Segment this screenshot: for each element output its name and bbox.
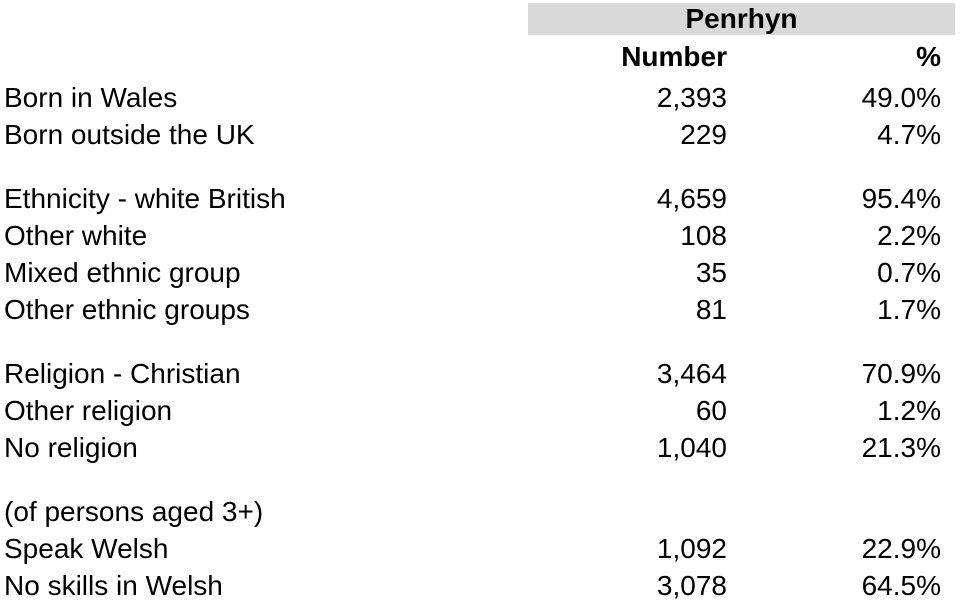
- row-label: Other religion: [4, 394, 173, 426]
- row-label: Other ethnic groups: [4, 293, 250, 325]
- row-label: No skills in Welsh: [4, 569, 223, 601]
- row-number: 1,040: [656, 431, 727, 463]
- row-label: Speak Welsh: [4, 532, 169, 564]
- row-label: Born in Wales: [4, 81, 178, 113]
- row-percent: 95.4%: [861, 182, 941, 214]
- row-number: 35: [695, 256, 727, 288]
- table-row: [0, 116, 960, 153]
- table-row: [0, 291, 960, 328]
- table-row: [0, 254, 960, 291]
- column-header-percent: %: [916, 41, 941, 72]
- row-number: 81: [695, 293, 727, 325]
- header-band: [528, 3, 955, 35]
- table-row: [0, 530, 960, 567]
- separator-row: [0, 328, 960, 355]
- row-percent: 0.7%: [877, 256, 941, 288]
- row-label: No religion: [4, 431, 138, 463]
- row-percent: 49.0%: [861, 81, 941, 113]
- row-label: Ethnicity - white British: [4, 182, 286, 214]
- row-number: 3,464: [656, 357, 727, 389]
- row-label: Religion - Christian: [4, 357, 241, 389]
- row-number: 60: [695, 394, 727, 426]
- row-label: Mixed ethnic group: [4, 256, 241, 288]
- row-percent: 1.2%: [877, 394, 941, 426]
- column-header-number: Number: [621, 41, 727, 72]
- row-label: (of persons aged 3+): [4, 495, 264, 527]
- row-label: Born outside the UK: [4, 118, 255, 150]
- separator-row: [0, 466, 960, 493]
- row-percent: 2.2%: [877, 219, 941, 251]
- row-percent: 1.7%: [877, 293, 941, 325]
- row-number: 1,092: [656, 532, 727, 564]
- separator-row: [0, 153, 960, 180]
- row-percent: 4.7%: [877, 118, 941, 150]
- table-row: [0, 429, 960, 466]
- row-number: 4,659: [656, 182, 727, 214]
- row-number: 3,078: [656, 569, 727, 601]
- table-row: [0, 355, 960, 392]
- table-row: [0, 567, 960, 604]
- column-header-row: [0, 35, 960, 79]
- row-percent: 70.9%: [861, 357, 941, 389]
- row-number: 108: [680, 219, 727, 251]
- table-row: [0, 180, 960, 217]
- region-title: Penrhyn: [685, 3, 798, 34]
- table-row: [0, 217, 960, 254]
- row-number: 229: [680, 118, 727, 150]
- row-percent: 22.9%: [861, 532, 941, 564]
- row-percent: 64.5%: [861, 569, 941, 601]
- table-row-note: [0, 493, 960, 530]
- row-number: 2,393: [656, 81, 727, 113]
- table-row: [0, 392, 960, 429]
- row-label: Other white: [4, 219, 148, 251]
- table-row: [0, 79, 960, 116]
- row-percent: 21.3%: [861, 431, 941, 463]
